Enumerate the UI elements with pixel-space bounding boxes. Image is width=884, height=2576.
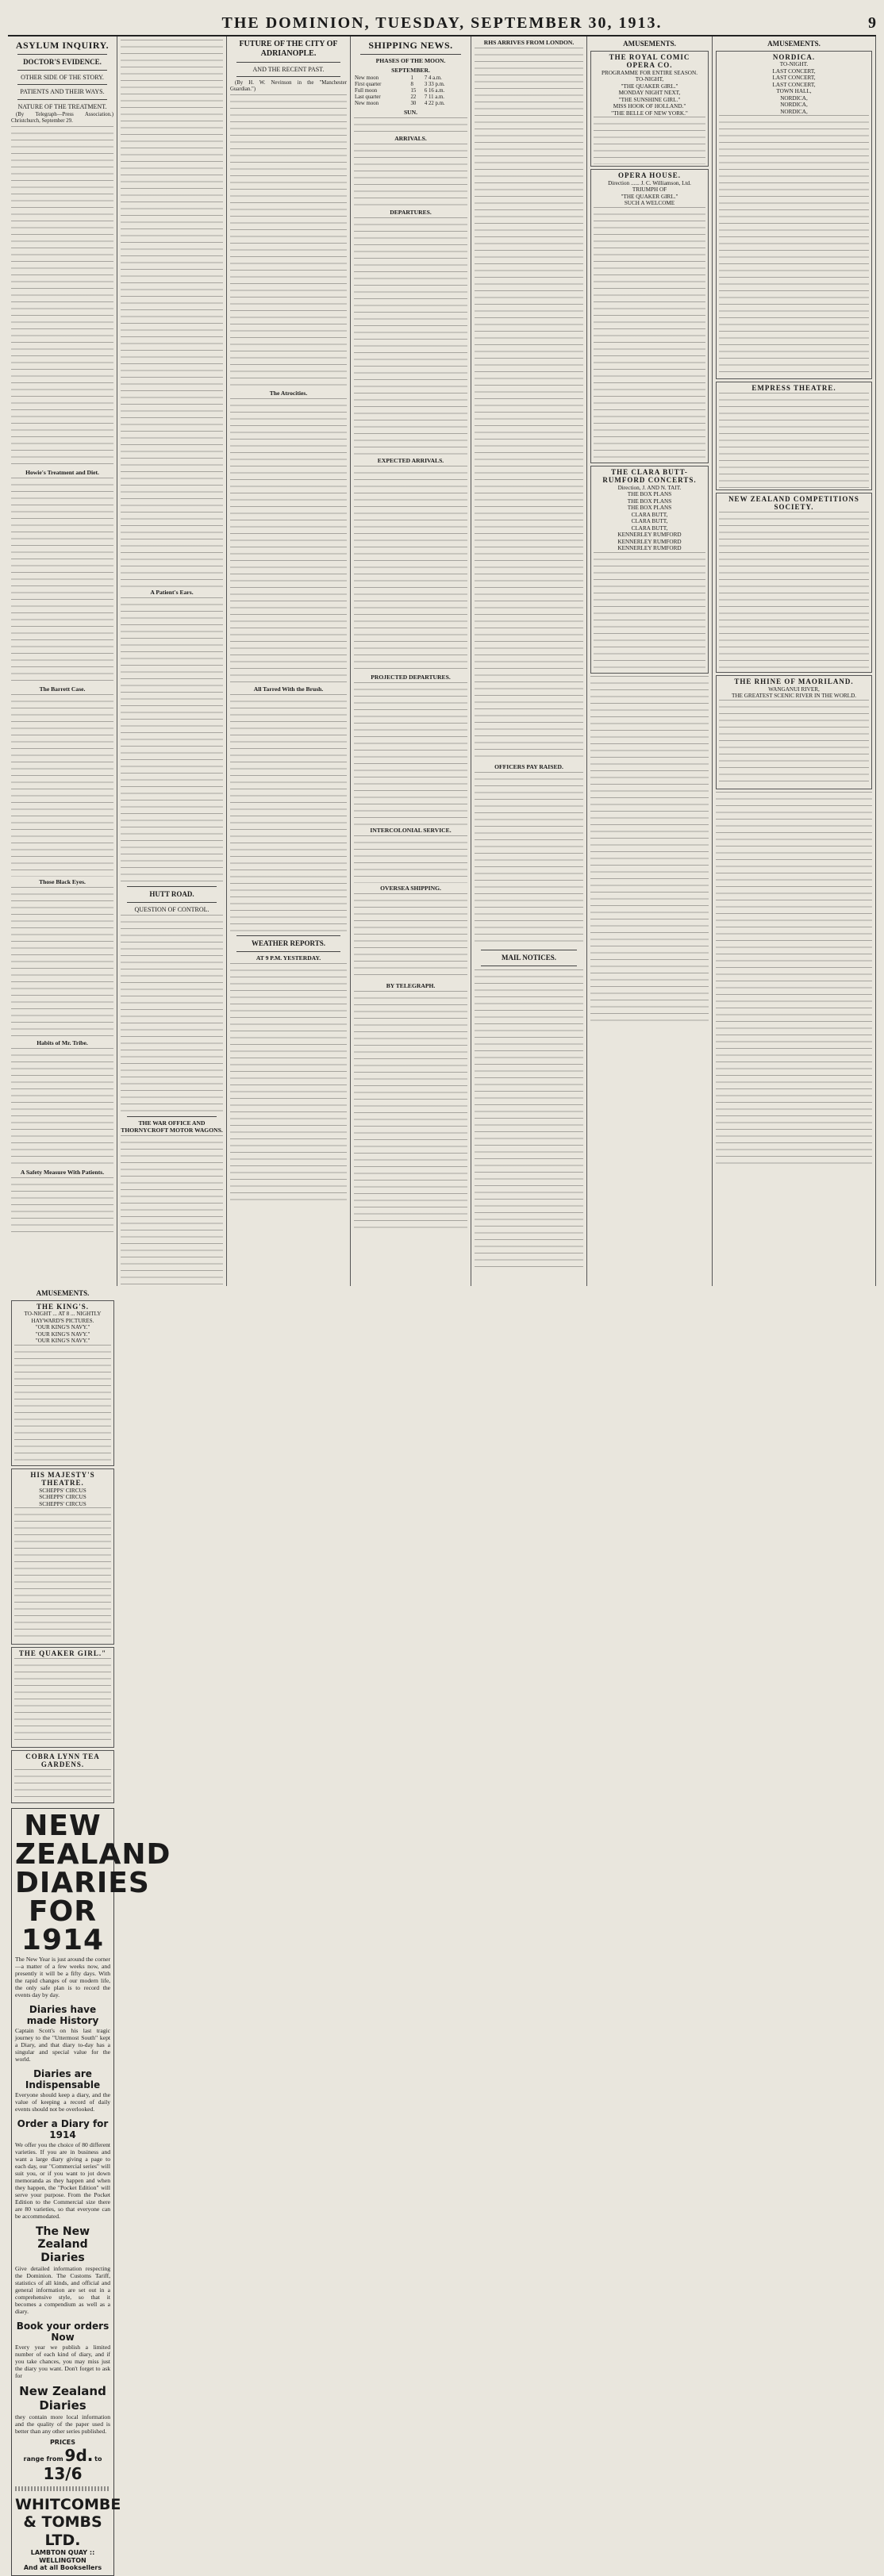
subhead-barrett: The Barrett Case.: [39, 685, 86, 693]
diary-p5: Every year we publish a limited number of each kind of diary, and if you take chances, you may miss just the diary you want. Don't forget to ask for: [15, 2344, 110, 2380]
diary-h1: Diaries have made History: [26, 2003, 99, 2026]
diary-p1: Captain Scott's on his last tragic journey to the "Uttermost South" kept a Diary, and that diary to-day has a singular and special value for the world.: [15, 2027, 110, 2063]
diary-h5: Book your orders Now: [16, 2321, 110, 2344]
moon-heading: PHASES OF THE MOON.: [375, 57, 446, 65]
article-body-12: [230, 398, 347, 684]
diary-title-line2: DIARIES FOR 1914: [15, 1867, 150, 1957]
deck-other-side: OTHER SIDE OF THE STORY.: [21, 73, 104, 81]
article-body-5: [11, 1048, 113, 1167]
ad-clara-butt: THE CLARA BUTT-RUMFORD CONCERTS. Direction, J. AND N. TAIT. THE BOX PLANS THE BOX PLANS THE BOX PLANS CLARA BUTT, CLARA BUTT, CLARA BUTT, KENNERLEY RUMFORD KENNERLEY RUMFORD KENNERLEY RUMFORD: [590, 466, 709, 674]
subhead-black-eyes: Those Black Eyes.: [39, 878, 86, 886]
diary-h3: Order a Diary for 1914: [17, 2118, 109, 2141]
headline-war-office: THE WAR OFFICE AND THORNYCROFT MOTOR WAGONS.: [121, 1119, 223, 1134]
diary-p4: Give detailed information respecting the Dominion. The Customs Tariff, statistics of all kinds, and official and general information are set out in a comprehensive style, so that it becomes a compendium as well as a diary.: [15, 2265, 110, 2316]
headline-shipping: SHIPPING NEWS.: [368, 40, 453, 51]
weather-body: [230, 963, 347, 1201]
masthead-title: THE DOMINION, TUESDAY, SEPTEMBER 30, 1913.: [221, 14, 663, 32]
table-row: New moon 1 7 4 a.m.: [355, 75, 442, 82]
section-amusements-3: AMUSEMENTS.: [36, 1288, 90, 1297]
subhead-patient-ears: A Patient's Ears.: [150, 589, 194, 596]
diary-prices: PRICES range from 9d. to 13/6: [23, 2439, 102, 2484]
ad-wanganui-river: THE RHINE OF MAORILAND. WANGANUI RIVER, THE GREATEST SCENIC RIVER IN THE WORLD.: [716, 675, 872, 789]
diary-firm: WHITCOMBE & TOMBS LTD.: [15, 2496, 121, 2549]
section-amusements-2: AMUSEMENTS.: [767, 40, 821, 48]
ad-opera-house: OPERA HOUSE. Direction ...... J. C. Williamson, Ltd. TRIUMPH OF "THE QUAKER GIRL." SUCH A WELCOME: [590, 169, 709, 463]
diary-title-line1: NEW ZEALAND: [15, 1810, 171, 1872]
ad-empress-theatre: EMPRESS THEATRE.: [716, 382, 872, 490]
subhead-rhs: RHS ARRIVES FROM LONDON.: [483, 39, 575, 46]
column-amusements-2: [713, 36, 876, 1286]
intercolonial-heading: INTERCOLONIAL SERVICE.: [370, 826, 452, 834]
deck-recent-past: AND THE RECENT PAST.: [252, 65, 325, 73]
deck-nature-treatment: NATURE OF THE TREATMENT.: [17, 102, 107, 110]
overseas-heading: OVERSEA SHIPPING.: [380, 884, 441, 892]
column-shipping-continued: [471, 36, 587, 1286]
diary-p2: Everyone should keep a diary, and the value of keeping a record of daily events should not be overlooked.: [15, 2091, 110, 2113]
article-body-2: [11, 478, 113, 684]
ad-quaker-girl: THE QUAKER GIRL.": [11, 1647, 114, 1748]
subhead-atrocities: The Atrocities.: [269, 390, 308, 397]
headline-hutt-road: HUTT ROAD.: [149, 889, 194, 898]
column-shipping: [351, 36, 471, 1286]
deck-doctors-evidence: DOCTOR'S EVIDENCE.: [23, 58, 102, 67]
article-body-9: [121, 915, 223, 1113]
column-amusements-1: [587, 36, 713, 1286]
subhead-howie: Howie's Treatment and Diet.: [25, 469, 99, 477]
diary-address: LAMBTON QUAY :: WELLINGTON: [30, 2549, 95, 2564]
article-body-1: [11, 126, 113, 467]
diary-h2: Diaries are Indispensable: [25, 2067, 101, 2090]
subhead-habits: Habits of Mr. Tribe.: [37, 1038, 88, 1046]
article-body-3: [11, 694, 113, 877]
masthead: [8, 5, 876, 36]
ad-royal-comic-opera: THE ROYAL COMIC OPERA CO. PROGRAMME FOR ENTIRE SEASON. TO-NIGHT, "THE QUAKER GIRL." MONDAY NIGHT NEXT, "THE SUNSHINE GIRL." MISS HOOK OF HOLLAND." "THE BELLE OF NEW YORK.": [590, 51, 709, 167]
headline-weather: WEATHER REPORTS.: [251, 939, 326, 947]
diary-h4: The New Zealand Diaries: [35, 2225, 90, 2264]
ad-competitions-society: NEW ZEALAND COMPETITIONS SOCIETY.: [716, 493, 872, 673]
diary-p6: they contain more local information and the quality of the paper used is better than any other series published.: [15, 2413, 110, 2436]
ad-the-kings: THE KING'S. TO-NIGHT ... AT 8 ... NIGHTLY HAYWARD'S PICTURES. "OUR KING'S NAVY." "OUR KING'S NAVY." "OUR KING'S NAVY.": [11, 1300, 114, 1466]
subhead-officers-pay: OFFICERS PAY RAISED.: [494, 762, 563, 770]
column-asylum-inquiry: [8, 36, 117, 1286]
expected-heading: EXPECTED ARRIVALS.: [377, 457, 444, 464]
diary-p3: We offer you the choice of 80 different varieties. If you are in business and want a large diary giving a page to each day, our "Commercial series" will suit you, or if you want to jot down memoranda as they happen and when they happen, the "Pocket Edition" will serve your purpose. From the Pocket Edition to the Commercial size there are 80 varieties, so that everyone can be accommodated.: [15, 2141, 110, 2220]
article-body-8: [121, 597, 223, 883]
headline-adrianople: FUTURE OF THE CITY OF ADRIANOPLE.: [239, 40, 338, 58]
ad-nordica: NORDICA. TO-NIGHT. LAST CONCERT, LAST CONCERT, LAST CONCERT, TOWN HALL, NORDICA, NORDICA, NORDICA,: [716, 51, 872, 379]
page-number: 9: [868, 14, 876, 32]
column-asylum-continued: [117, 36, 227, 1286]
diary-intro: The New Year is just around the corner—a matter of a few weeks now, and presently it will be a fifty days. With the rapid changes of our modern life, the only safe plan is to record the events day by day.: [15, 1956, 110, 1998]
sun-heading: SUN.: [403, 109, 418, 117]
table-row: New moon 30 4 22 p.m.: [355, 101, 445, 107]
ad-cobra-lynn: COBRA LYNN TEA GARDENS.: [11, 1750, 114, 1803]
moon-month: SEPTEMBER.: [391, 67, 430, 75]
article-body-10: [121, 1135, 223, 1286]
arrivals-heading: ARRIVALS.: [394, 135, 427, 143]
subhead-weather-time: AT 9 P.M. YESTERDAY.: [256, 954, 321, 962]
dateline: (By Telegraph—Press Association.) Christchurch, September 29.: [11, 112, 113, 125]
table-row: Full moon 15 6 16 a.m.: [355, 88, 445, 94]
column-amusements-3: [8, 1286, 171, 2576]
subhead-safety: A Safety Measure With Patients.: [20, 1168, 105, 1176]
telegraph-heading: BY TELEGRAPH.: [386, 981, 436, 989]
table-row: First quarter 8 3 33 p.m.: [355, 82, 445, 88]
article-body-11: [230, 94, 347, 388]
headline-mail-notices: MAIL NOTICES.: [501, 953, 557, 962]
article-body-7: [121, 40, 223, 587]
column-adrianople: [227, 36, 351, 1286]
byline: (By H. W. Nevinson in the "Manchester Guardian."): [230, 80, 347, 93]
columns: [8, 36, 876, 2572]
headline-asylum-inquiry: ASYLUM INQUIRY.: [15, 40, 110, 51]
departures-heading: DEPARTURES.: [390, 209, 432, 217]
moon-table: [354, 75, 467, 107]
ad-his-majestys: HIS MAJESTY'S THEATRE. SCHEPPS' CIRCUS SCHEPPS' CIRCUS SCHEPPS' CIRCUS: [11, 1468, 114, 1645]
deck-patients: PATIENTS AND THEIR WAYS.: [20, 88, 105, 96]
section-amusements: AMUSEMENTS.: [623, 40, 676, 48]
article-body-13: [230, 694, 347, 932]
projected-heading: PROJECTED DEPARTURES.: [371, 673, 451, 681]
ad-nz-diaries: [11, 1808, 171, 2576]
deck-question-control: QUESTION OF CONTROL.: [134, 905, 209, 913]
diary-h6: New Zealand Diaries: [19, 2384, 106, 2413]
table-row: Last quarter 22 7 11 a.m.: [355, 94, 444, 101]
article-body-4: [11, 887, 113, 1038]
subhead-tarred: All Tarred With the Brush.: [253, 685, 324, 693]
diary-booksellers: And at all Booksellers: [23, 2564, 102, 2572]
article-body-6: [11, 1177, 113, 1233]
